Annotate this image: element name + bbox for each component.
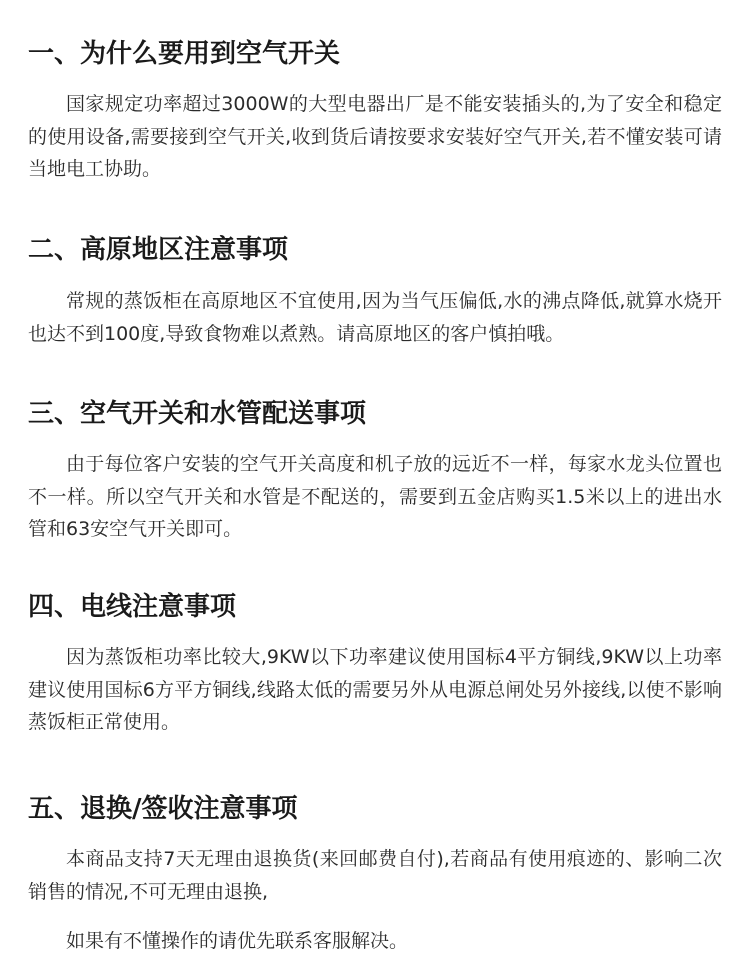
section-4-title: 四、电线注意事项 [28,592,237,622]
section-3-paragraph: 由于每位客户安装的空气开关高度和机子放的远近不一样，每家水龙头位置也不一样。所以空气开关和水管是不配送的，需要到五金店购买1.5米以上的进出水管和63安空气开关即可。 [28,453,722,540]
section-4-paragraph: 因为蒸饭柜功率比较大,9KW以下功率建议使用国标4平方铜线,9KW以上功率建议使用国标6方平方铜线,线路太低的需要另外从电源总闸处另外接线,以使不影响蒸饭柜正常使用。 [28,646,722,733]
section-1-title: 一、为什么要用到空气开关 [28,39,341,69]
section-2-title: 二、高原地区注意事项 [28,235,289,265]
section-2-paragraph: 常规的蒸饭柜在高原地区不宜使用,因为当气压偏低,水的沸点降低,就算水烧开也达不到100度,导致食物难以煮熟。请高原地区的客户慎拍哦。 [28,290,722,345]
section-5-paragraph-2: 如果有不懂操作的请优先联系客服解决。 [66,930,409,952]
section-5-title: 五、退换/签收注意事项 [28,794,298,824]
section-3-title: 三、空气开关和水管配送事项 [28,399,367,429]
section-5-paragraph: 本商品支持7天无理由退换货(来回邮费自付),若商品有使用痕迹的、影响二次销售的情况,不可无理由退换, [28,848,722,903]
section-1-paragraph: 国家规定功率超过3000W的大型电器出厂是不能安装插头的,为了安全和稳定的使用设备,需要接到空气开关,收到货后请按要求安装好空气开关,若不懂安装可请当地电工协助。 [28,93,722,180]
